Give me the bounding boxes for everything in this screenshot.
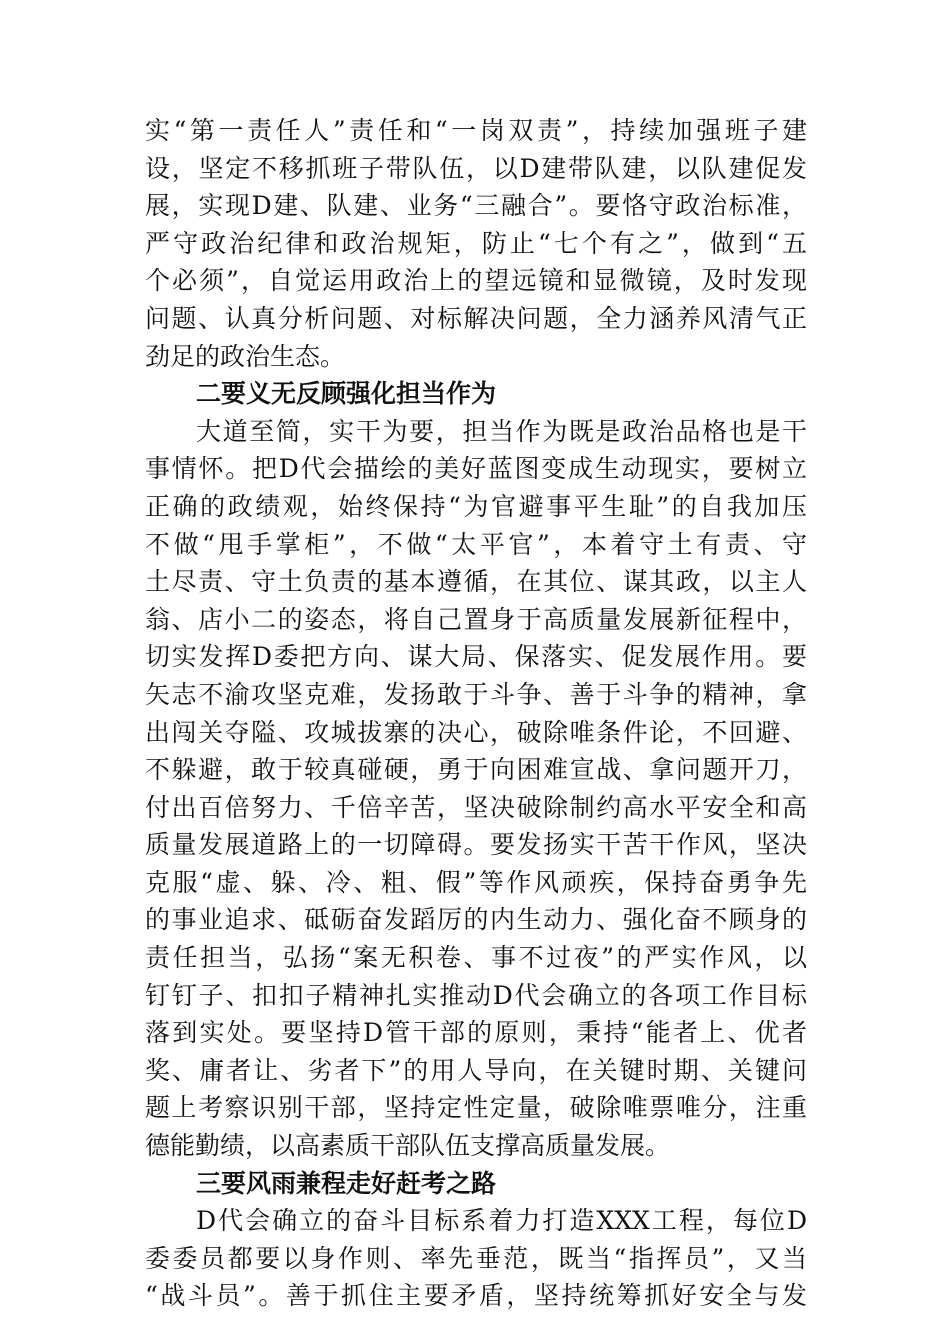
- paragraph-line: 质量发展道路上的一切障碍。要发扬实干苦干作风，坚决: [145, 830, 807, 860]
- paragraph-line: 大道至简，实干为要，担当作为既是政治品格也是干: [196, 416, 807, 446]
- section-heading-2: 二要义无反顾强化担当作为: [196, 379, 497, 409]
- paragraph-line: 严守政治纪律和政治规矩，防止“七个有之”，做到“五: [145, 228, 807, 258]
- paragraph-line: 矢志不渝攻坚克难，发扬敢于斗争、善于斗争的精神，拿: [145, 679, 807, 709]
- paragraph-1: [145, 112, 807, 375]
- paragraph-line: 劲足的政治生态。: [145, 341, 346, 371]
- paragraph-line: 展，实现D建、队建、业务“三融合”。要恪守政治标准，: [145, 191, 807, 221]
- paragraph-line: 问题、认真分析问题、对标解决问题，全力涵养风清气正: [145, 303, 807, 333]
- paragraph-line: 实“第一责任人”责任和“一岗双责”，持续加强班子建: [145, 116, 807, 145]
- section-heading-3: 三要风雨兼程走好赶考之路: [196, 1168, 497, 1198]
- paragraph-line: 出闯关夺隘、攻城拔寨的决心，破除唯条件论，不回避、: [145, 717, 807, 747]
- paragraph-line: 钉钉子、扣扣子精神扎实推动D代会确立的各项工作目标: [145, 980, 807, 1010]
- paragraph-line: D代会确立的奋斗目标系着力打造XXX工程，每位D: [196, 1206, 807, 1236]
- paragraph-line: 付出百倍努力、千倍辛苦，坚决破除制约高水平安全和高: [145, 792, 807, 822]
- paragraph-line: 土尽责、守土负责的基本遵循，在其位、谋其政，以主人: [145, 567, 807, 597]
- paragraph-line: 奖、庸者让、劣者下”的用人导向，在关键时期、关键问: [145, 1055, 807, 1085]
- paragraph-line: 德能勤绩，以高素质干部队伍支撑高质量发展。: [145, 1131, 671, 1161]
- paragraph-3: [145, 1202, 807, 1315]
- paragraph-line: 责任担当，弘扬“案无积卷、事不过夜”的严实作风，以: [145, 943, 807, 973]
- paragraph-2: [145, 413, 807, 1165]
- paragraph-line: 正确的政绩观，始终保持“为官避事平生耻”的自我加压: [145, 491, 807, 521]
- paragraph-line: 不躲避，敢于较真碰硬，勇于向困难宣战、拿问题开刀，: [145, 755, 807, 785]
- paragraph-line: 不做“甩手掌柜”，不做“太平官”，本着守土有责、守: [145, 529, 807, 559]
- paragraph-line: 个必须”，自觉运用政治上的望远镜和显微镜，及时发现: [145, 266, 807, 296]
- paragraph-line: 落到实处。要坚持D管干部的原则，秉持“能者上、优者: [145, 1018, 807, 1048]
- paragraph-line: 设，坚定不移抓班子带队伍，以D建带队建，以队建促发: [145, 153, 807, 183]
- paragraph-line: 委委员都要以身作则、率先垂范，既当“指挥员”，又当: [145, 1243, 807, 1273]
- paragraph-line: “战斗员”。善于抓住主要矛盾，坚持统筹抓好安全与发: [145, 1281, 807, 1311]
- paragraph-line: 克服“虚、躲、冷、粗、假”等作风顽疾，保持奋勇争先: [145, 867, 807, 897]
- paragraph-line: 翁、店小二的姿态，将自己置身于高质量发展新征程中，: [145, 604, 807, 634]
- paragraph-line: 事情怀。把D代会描绘的美好蓝图变成生动现实，要树立: [145, 454, 807, 484]
- paragraph-line: 的事业追求、砥砺奋发蹈厉的内生动力、强化奋不顾身的: [145, 905, 807, 935]
- paragraph-line: 切实发挥D委把方向、谋大局、保落实、促发展作用。要: [145, 642, 807, 672]
- document-body: [145, 112, 807, 1315]
- paragraph-line: 题上考察识别干部，坚持定性定量，破除唯票唯分，注重: [145, 1093, 807, 1123]
